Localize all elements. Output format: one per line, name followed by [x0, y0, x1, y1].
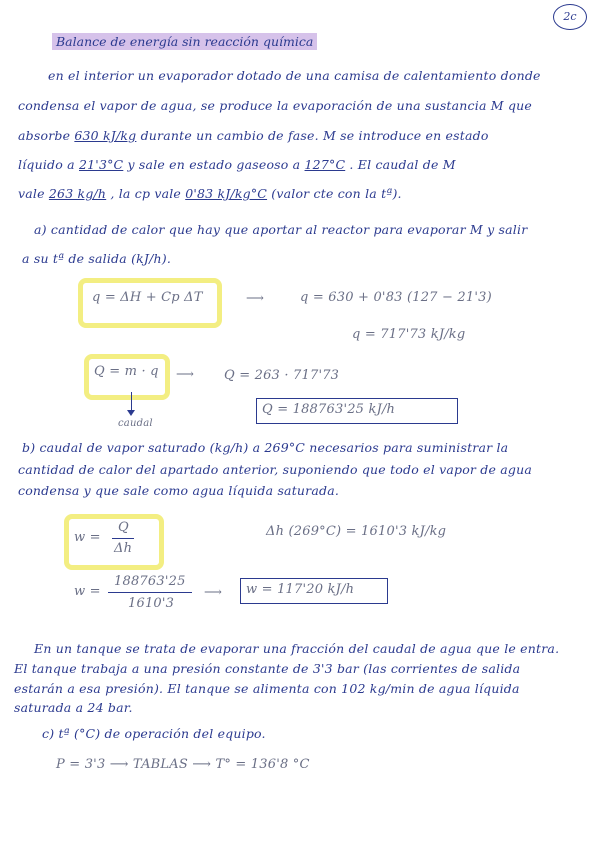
calc-w-lhs: w =: [74, 584, 101, 599]
intro-line-5: [18, 186, 402, 201]
part-c-intro-2: El tanque trabaja a una presión constante de 3'3 bar (las corrientes de salida: [14, 661, 521, 676]
result-Q: Q = 188763'25 kJ/h: [262, 402, 396, 417]
calc-w-line: [108, 592, 192, 593]
part-b-question-3: condensa y que sale como agua líquida saturada.: [18, 483, 340, 498]
calc-q: q = 630 + 0'83 (127 − 21'3): [300, 290, 492, 305]
page-number: 2c: [553, 4, 587, 30]
cp-value: 0'83 kJ/kg°C: [185, 186, 268, 201]
t-out-value: 127°C: [304, 157, 346, 172]
caudal-label: caudal: [118, 418, 153, 429]
intro-line-3: [18, 128, 489, 143]
intro-text: (valor cte con la tª).: [271, 186, 402, 201]
part-b-question-1: b) caudal de vapor saturado (kg/h) a 269°C necesarios para suministrar la: [22, 440, 509, 455]
intro-text: absorbe: [18, 128, 71, 143]
flow-value: 263 kg/h: [48, 186, 107, 201]
formula-w-num: Q: [118, 520, 129, 535]
arrow: ⟶: [176, 366, 195, 381]
calc-w-num: 188763'25: [114, 574, 186, 589]
intro-text: vale: [18, 186, 45, 201]
part-c-intro-1: En un tanque se trata de evaporar una fracción del caudal de agua que le entra.: [34, 641, 560, 656]
part-b-question-2: cantidad de calor del apartado anterior, suponiendo que todo el vapor de agua: [18, 462, 533, 477]
part-a-question-2: a su tª de salida (kJ/h).: [22, 251, 172, 266]
caudal-arrow: [131, 392, 132, 414]
arrow: ⟶: [246, 290, 265, 305]
part-c-intro-4: saturada a 24 bar.: [14, 700, 133, 715]
part-c-intro-3: estarán a esa presión). El tanque se alimenta con 102 kg/min de agua líquida: [14, 681, 520, 696]
page-title: Balance de energía sin reacción química: [52, 33, 317, 50]
formula-w-den: Δh: [114, 541, 133, 556]
heat-value: 630 kJ/kg: [74, 128, 137, 143]
intro-line-4: [18, 157, 456, 172]
intro-text: líquido a: [18, 157, 75, 172]
intro-line-1: en el interior un evaporador dotado de una camisa de calentamiento donde: [48, 68, 541, 83]
formula-w-line: [112, 538, 134, 539]
formula-q: q = ΔH + Cp ΔT: [92, 290, 203, 305]
t-in-value: 21'3°C: [79, 157, 124, 172]
part-c-answer: P = 3'3 ⟶ TABLAS ⟶ T° = 136'8 °C: [56, 757, 310, 772]
formula-Q: Q = m · q: [94, 364, 159, 379]
intro-text: , la cp vale: [110, 186, 182, 201]
part-a-question-1: a) cantidad de calor que hay que aportar al reactor para evaporar M y salir: [34, 222, 528, 237]
dh-value: Δh (269°C) = 1610'3 kJ/kg: [266, 524, 447, 539]
intro-text: durante un cambio de fase. M se introduce en estado: [140, 128, 489, 143]
calc-w-den: 1610'3: [128, 596, 175, 611]
intro-text: . El caudal de M: [349, 157, 456, 172]
result-q: q = 717'73 kJ/kg: [352, 327, 466, 342]
intro-text: y sale en estado gaseoso a: [127, 157, 301, 172]
part-c-question: c) tª (°C) de operación del equipo.: [42, 726, 266, 741]
result-w: w = 117'20 kJ/h: [246, 582, 355, 597]
intro-line-2: condensa el vapor de agua, se produce la evaporación de una sustancia M que: [18, 98, 533, 113]
arrow: ⟶: [204, 584, 223, 599]
calc-Q: Q = 263 · 717'73: [224, 368, 340, 383]
formula-w-lhs: w =: [74, 530, 101, 545]
